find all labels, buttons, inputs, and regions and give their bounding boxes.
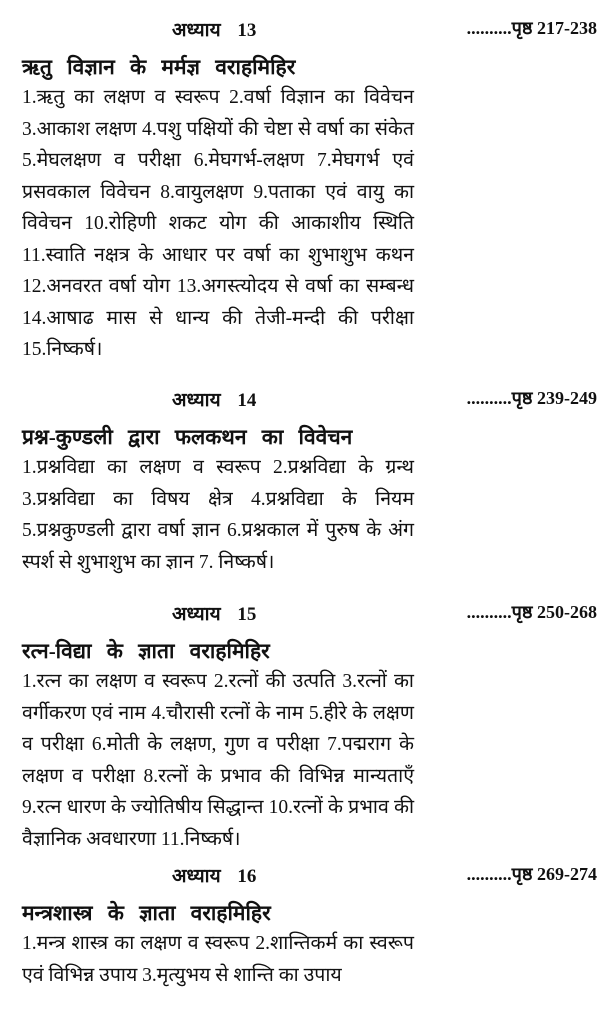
chapter-title: रत्न-विद्या के ज्ञाता वराहमिहिर [22, 639, 270, 663]
chapter-topics: 1.प्रश्नविद्या का लक्षण व स्वरूप 2.प्रश्नविद्या के ग्रन्थ 3.प्रश्नविद्या का विषय क्षेत्र 4.प्रश्नविद्या के नियम 5.प्रश्नकुण्डली द्वारा वर्षा ज्ञान 6.प्रश्नकाल में पुरुष के अंग स्पर्श से शुभाशुभ का ज्ञान 7. निष्कर्ष। [22, 457, 414, 573]
chapter-header [22, 16, 597, 50]
chapter-title: ऋतु विज्ञान के मर्मज्ञ वराहमिहिर [22, 55, 296, 79]
chapter-title: मन्त्रशास्त्र के ज्ञाता वराहमिहिर [22, 901, 271, 925]
chapter-topics: 1.ऋतु का लक्षण व स्वरूप 2.वर्षा विज्ञान का विवेचन 3.आकाश लक्षण 4.पशु पक्षियों की चेष्टा से वर्षा का संकेत 5.मेघलक्षण व परीक्षा 6.मेघगर्भ-लक्षण 7.मेघगर्भ एवं प्रसवकाल विवेचन 8.वायुलक्षण 9.पताका एवं वायु का विवेचन 10.रोहिणी शकट योग की आकाशीय स्थिति 11.स्वाति नक्षत्र के आधार पर वर्षा का शुभाशुभ कथन 12.अनवरत वर्षा योग 13.अगस्त्योदय से वर्षा का सम्बन्ध 14.आषाढ मास से धान्य की तेजी-मन्दी की परीक्षा 15.निष्कर्ष। [22, 87, 414, 360]
chapter-14-entry [22, 386, 597, 578]
chapter-number: अध्याय 16 [172, 866, 257, 887]
chapter-header [22, 600, 597, 634]
chapter-13-entry [22, 16, 597, 366]
chapter-15-entry [22, 600, 597, 855]
chapter-topics: 1.रत्न का लक्षण व स्वरूप 2.रत्नों की उत्पति 3.रत्नों का वर्गीकरण एवं नाम 4.चौरासी रत्नों के नाम 5.हीरे के लक्षण व परीक्षा 6.मोती के लक्षण, गुण व परीक्षा 7.पद्मराग के लक्षण व परीक्षा 8.रत्नों के प्रभाव की विभिन्न मान्यताएँ 9.रत्न धारण के ज्योतिषीय सिद्धान्त 10.रत्नों के प्रभाव की वैज्ञानिक अवधारणा 11.निष्कर्ष। [22, 671, 414, 850]
chapter-title: प्रश्न-कुण्डली द्वारा फलकथन का विवेचन [22, 425, 353, 449]
chapter-page-range: ..........पृष्ठ 250-268 [466, 602, 597, 622]
chapter-page-range: ..........पृष्ठ 269-274 [466, 864, 597, 884]
chapter-number: अध्याय 14 [172, 390, 257, 411]
chapter-16-entry [22, 862, 597, 991]
chapter-number: अध्याय 13 [172, 20, 257, 41]
chapter-header [22, 386, 597, 420]
chapter-header [22, 862, 597, 896]
chapter-number: अध्याय 15 [172, 604, 257, 625]
chapter-page-range: ..........पृष्ठ 217-238 [466, 18, 597, 38]
chapter-page-range: ..........पृष्ठ 239-249 [466, 388, 597, 408]
chapter-topics: 1.मन्त्र शास्त्र का लक्षण व स्वरूप 2.शान्तिकर्म का स्वरूप एवं विभिन्न उपाय 3.मृत्युभय से शान्ति का उपाय [22, 933, 414, 986]
